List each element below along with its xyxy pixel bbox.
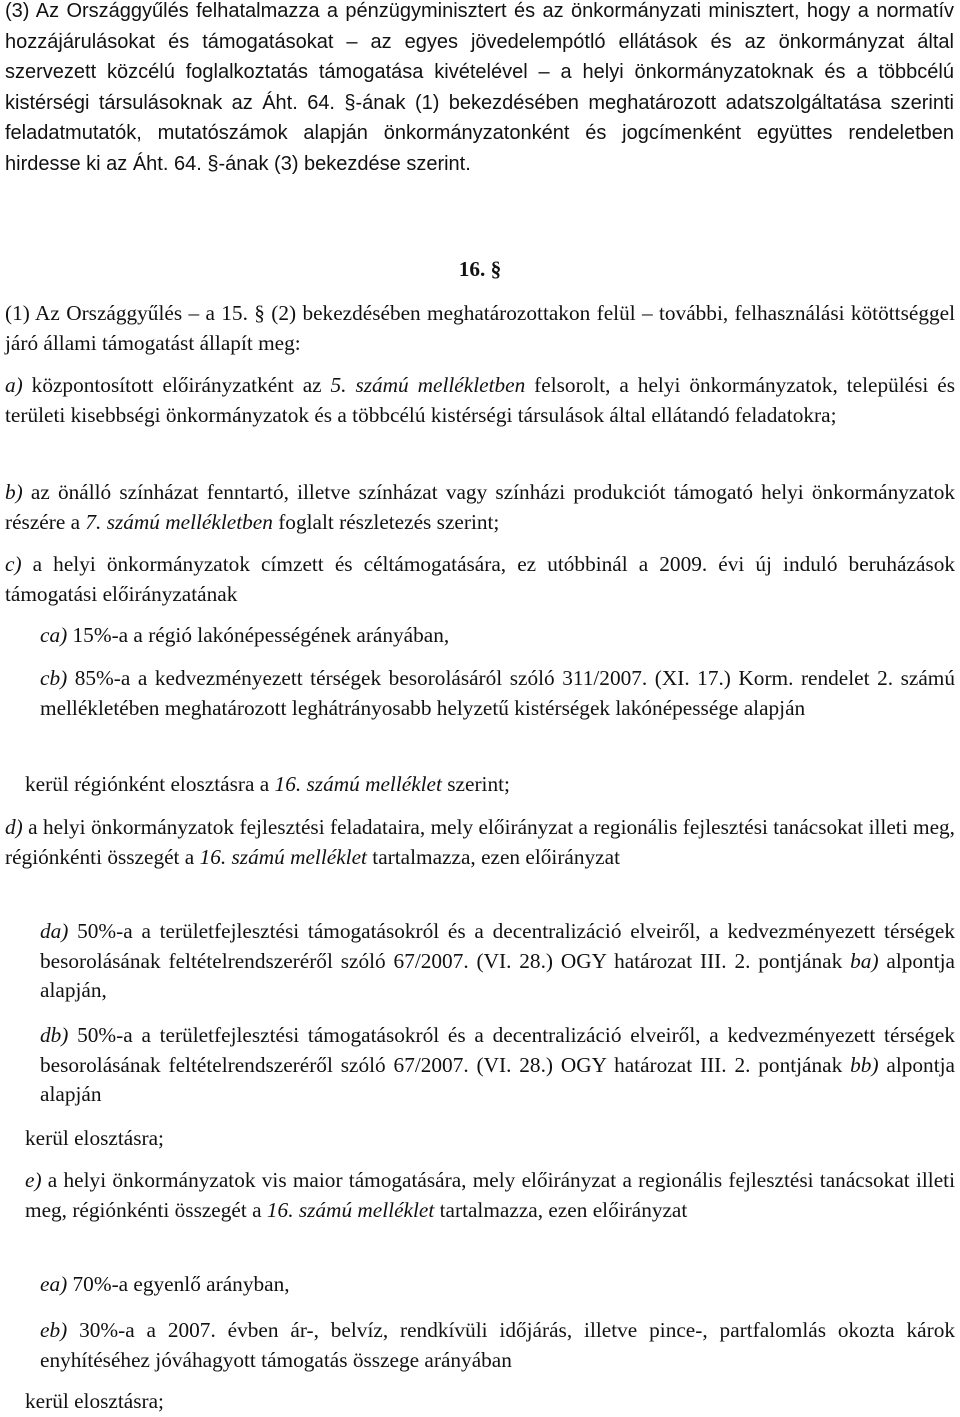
subpoint-da-text-2: alpontja alapján,: [40, 948, 955, 1003]
point-c-label: c): [5, 552, 22, 576]
subpoint-da-text: 50%-a a területfejlesztési támogatásokról és a decentralizáció elveiről, a kedvezményezett térségek besorolásának feltételrendszeréről szóló 67/2007. (VI. 28.) OGY határozat III. 2. pontjának: [40, 919, 955, 973]
subpoint-eb-text: 30%-a a 2007. évben ár-, belvíz, rendkívüli időjárás, illetve pince-, partfalomlás okozta károk enyhítéséhez jóváhagyott támogatás összege arányában: [40, 1318, 955, 1372]
point-c-closing: [25, 770, 955, 800]
point-e-label: e): [25, 1168, 42, 1192]
section16-paragraph-1: (1) Az Országgyűlés – a 15. § (2) bekezdésében meghatározottakon felül – további, felhasználási kötöttséggel járó állami támogatást állapít meg:: [5, 301, 955, 355]
point-c-annex-ref: 16. számú melléklet: [274, 772, 442, 796]
point-e-annex-ref: 16. számú melléklet: [266, 1197, 435, 1222]
subpoint-cb: [40, 664, 955, 723]
subpoint-cb-text: 85%-a a kedvezményezett térségek besorolásáról szóló 311/2007. (XI. 17.) Korm. rendelet 2. számú mellékletében meghatározott leghátrányosabb helyzetű kistérségek lakónépessége alapján: [40, 666, 955, 720]
point-a: [5, 371, 955, 430]
subpoint-db-text: 50%-a a területfejlesztési támogatásokról és a decentralizáció elveiről, a kedvezményezett térségek besorolásának feltételrendszeréről szóló 67/2007. (VI. 28.) OGY határozat III. 2. pontjának: [40, 1023, 955, 1077]
point-a-text-1: központosított előirányzatként az: [22, 373, 331, 397]
subpoint-ea: [40, 1270, 955, 1300]
point-e: [25, 1166, 955, 1225]
point-b-text-1: az önálló színházat fenntartó, illetve színházat vagy színházi produkciót támogató helyi önkormányzatok részére a: [5, 480, 955, 534]
subpoint-ca-label: ca): [40, 623, 68, 647]
subpoint-ea-label: ea): [40, 1272, 68, 1296]
point-e-text-2: tartalmazza, ezen előirányzat: [434, 1197, 688, 1222]
subpoint-db-text-2: alpontja alapján: [40, 1052, 955, 1107]
point-a-label: a): [5, 373, 23, 397]
point-d-text-2: tartalmazza, ezen előirányzat: [366, 844, 620, 869]
subpoint-db-label: db): [40, 1023, 69, 1047]
subpoint-db-ref: bb): [850, 1052, 879, 1077]
point-d-label: d): [5, 815, 23, 839]
point-c-text: a helyi önkormányzatok címzett és céltámogatására, ez utóbbinál a 2009. évi új induló beruházások támogatási előirányzatának: [5, 552, 955, 606]
subpoint-ca: [40, 621, 955, 651]
point-d: [5, 813, 955, 872]
point-a-annex-ref: 5. számú mellékletben: [330, 373, 526, 397]
section15-paragraph-3: (3) Az Országgyűlés felhatalmazza a pénzügyminisztert és az önkormányzati minisztert, hogy a normatív hozzájárulásokat és támogatásokat – az egyes jövedelempótló ellátások és az önkormányzat által szervezett közcélú foglalkoztatás támogatása kivételével – a helyi önkormányzatoknak és a többcélú kistérségi társulásoknak az Áht. 64. §-ának (1) bekezdésében meghatározott adatszolgáltatása szerinti feladatmutatók, mutatószámok alapján önkormányzatonként és jogcímenként együttes rendeletben hirdesse ki az Áht. 64. §-ának (3) bekezdése szerint.: [5, 0, 954, 175]
point-a-text-2: felsorolt, a helyi önkormányzatok, települési és területi kisebbségi önkormányzatok és a többcélú kistérségi társulások által ellátandó feladatokra;: [5, 373, 955, 427]
point-b-label: b): [5, 480, 23, 504]
point-d-text-1: a helyi önkormányzatok fejlesztési feladataira, mely előirányzat a regionális fejlesztési tanácsokat illeti meg, régiónkénti összegét a: [5, 815, 955, 869]
subpoint-db: [40, 1021, 955, 1110]
point-d-annex-ref: 16. számú melléklet: [199, 844, 367, 869]
point-c-closing-text-1: kerül régiónként elosztásra a: [25, 772, 275, 796]
point-e-closing: kerül elosztásra;: [25, 1389, 164, 1413]
point-c-closing-text-2: szerint;: [441, 772, 510, 796]
point-e-text-1: a helyi önkormányzatok vis maior támogatására, mely előirányzat a regionális fejlesztési tanácsokat illeti meg, régiónkénti összegét a: [25, 1168, 955, 1222]
point-c: [5, 550, 955, 609]
subpoint-cb-label: cb): [40, 666, 68, 690]
section-16-heading: 16. §: [458, 257, 502, 281]
subpoint-da: [40, 917, 955, 1006]
subpoint-ea-text: 70%-a egyenlő arányban,: [67, 1272, 290, 1296]
point-b: [5, 478, 955, 537]
subpoint-da-label: da): [40, 919, 69, 943]
point-b-text-2: foglalt részletezés szerint;: [272, 509, 500, 534]
point-b-annex-ref: 7. számú mellékletben: [85, 509, 273, 534]
subpoint-eb: [40, 1316, 955, 1375]
point-d-closing: kerül elosztásra;: [25, 1126, 164, 1150]
subpoint-da-ref: ba): [850, 948, 879, 973]
subpoint-eb-label: eb): [40, 1318, 68, 1342]
subpoint-ca-text: 15%-a a régió lakónépességének arányában,: [67, 623, 450, 647]
